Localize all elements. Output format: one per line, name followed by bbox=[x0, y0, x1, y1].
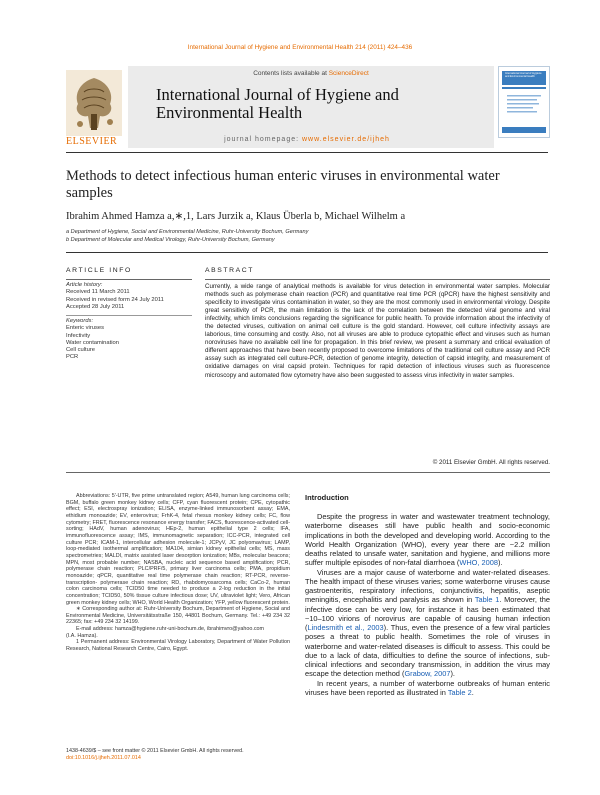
ref-grabow-link[interactable]: Grabow, 2007 bbox=[404, 669, 451, 679]
intro-paragraph-2 bbox=[305, 568, 550, 679]
abstract-heading: ABSTRACT bbox=[205, 267, 255, 274]
intro-p1-text: Despite the progress in water and wastewater treatment technology, waterborne diseases still have public health and socio-economic implications in both the developed and developing world. According to the World Health Organization (WHO), every year there are ~2.2 million deaths related to unsafe water, sanitation and hygiene, and millions more suffer multiple episodes of non-fatal diarrhoea ( bbox=[305, 512, 550, 568]
received-date: Received 11 March 2011 bbox=[66, 289, 130, 296]
article-history bbox=[66, 282, 196, 311]
abstract-text: Currently, a wide range of analytical methods is available for virus detection in environmental water samples. Molecular methods such as polymerase chain reaction (PCR) and quantitative real time PCR (qPCR) have the highest sensitivity and specificity to investigate virus contamination in water, so they are the most commonly used in environmental virology. Despite great sensitivity of PCR, the main limitation is the lack of the correlation between the detected viral genome and viral infectivity, which limits conclusions regarding the significance for public health. To provide information about the infectivity of the detected viruses, cultivation on animal cell culture is the gold standard. However, cell culture infectivity assays are laborious, time consuming and costly. Also, not all viruses are able to produce cytopathic effect and viruses such as human noroviruses have no available cell line for propagation. In this brief review, we present a summary and critical evaluation of different approaches that have been recently proposed to overcome limitations of the traditional cell culture assay and PCR assay such as integrated cell culture-PCR, detection of genome integrity, detection of capsid integrity, and measurement of oxidative damages on viral capsid protein. Techniques for rapid detection of infectious viruses such as fluorescence microscopy and automated flow cytometry have also been suggested to assess virus infectivity in water samples. bbox=[205, 283, 550, 379]
keyword-item: Enteric viruses bbox=[66, 325, 105, 332]
copyright-notice: © 2011 Elsevier GmbH. All rights reserved. bbox=[432, 459, 550, 466]
intro-p2-a: Viruses are a major cause of waterborne and water-related diseases. The health impact of these viruses varies; some waterborne viruses cause gastroenteritis, respiratory infections, conjunctivitis, hepatitis, aseptic meningitis, encephalitis and paralysis as shown in bbox=[305, 567, 550, 605]
sciencedirect-link[interactable]: ScienceDirect bbox=[328, 70, 369, 77]
ref-table-2-link[interactable]: Table 2 bbox=[447, 687, 472, 697]
intro-p1-end: ). bbox=[497, 558, 503, 568]
elsevier-tree-logo-icon bbox=[66, 70, 122, 136]
intro-p3-a: In recent years, a number of waterborne outbreaks of human enteric viruses have been reported as illustrated in bbox=[305, 678, 550, 697]
article-title-line2: samples bbox=[66, 185, 113, 201]
abbreviations-footnote: Abbreviations: 5′-UTR, five prime untranslated region; A549, human lung carcinoma cells; BGM, buffalo green monkey kidney cells; CFP, cyan fluorescent protein; CPE, cytopathic effect; ESI, electrospray ionization; ELISA, enzyme-linked immunosorbent assay; EMA, ethidium monoazide; EV, enterovirus; FrhK-4, fetal rhesus monkey kidney cells; FC, flow cytometry; FRET, fluorescence resonance energy transfer; FACS, fluorescence-activated cell-sorting; HAdV, human adenovirus; HEp-2, human epithelial type 2 cells; IFA, immunofluorescence assay; IMS, immunomagnetic separation; ICC-PCR, integrated cell culture PCR; ICAM-1, intercellular adhesion molecule-1; JCPyV, JC polyomavirus; LAMP, loop-mediated isothermal amplification; MA104, simian kidney epithelial cells; MS, mass spectrometries; MALDI, matrix assisted laser desorption ionization; MBs, molecular beacons; MPN, most probable number; NASBA, nucleic acid sequence based amplification; PCR, polymerase chain reaction; PLC/PRF/5, primary liver carcinoma cells; PMA, propidium monoazide; qPCR, quantitative real time polymerase chain reaction; RT-PCR, reverse-transcription- polymerase chain reaction; RD, rhabdomyosarcoma cells; CaCo-2, human colon carcinoma cells; TCID50 time needed to produce a 2-log reduction in the initial concentration; TCID50, 50% tissue culture infectious dose; UV, ultraviolet light; Vero, African green monkey kidney cells; WHO, World Health Organization; YFP, yellow fluorescent protein. bbox=[66, 493, 290, 606]
accepted-date: Accepted 28 July 2011 bbox=[66, 303, 125, 310]
permanent-address-footnote: 1 Permanent address: Environmental Virology Laboratory, Department of Water Pollution Research, National Research Centre, Cairo, Egypt. bbox=[66, 639, 290, 653]
header-rule bbox=[66, 152, 548, 153]
author-list: Ibrahim Ahmed Hamza a,∗,1, Lars Jurzik a, Klaus Überla b, Michael Wilhelm a bbox=[66, 211, 406, 222]
homepage-link[interactable]: www.elsevier.de/ijheh bbox=[302, 136, 390, 143]
article-info-rule bbox=[66, 279, 192, 280]
doi-link[interactable]: doi:10.1016/j.ijheh.2011.07.014 bbox=[66, 755, 141, 761]
ref-lindesmith-link[interactable]: Lindesmith et al., 2003 bbox=[307, 623, 384, 632]
cover-title: International Journal of Hygiene and Environmental Health bbox=[505, 72, 542, 78]
journal-homepage bbox=[128, 136, 486, 143]
publisher-logo-text: ELSEVIER bbox=[66, 136, 118, 147]
keyword-item: Water contamination bbox=[66, 339, 119, 346]
history-rule bbox=[66, 315, 192, 316]
intro-p2-end: ). bbox=[450, 669, 455, 679]
history-label: Article history: bbox=[66, 282, 103, 288]
journal-reference[interactable]: International Journal of Hygiene and Environmental Health 214 (2011) 424–436 bbox=[187, 44, 413, 51]
issn-line: 1438-4639/$ – see front matter © 2011 Elsevier GmbH. All rights reserved. bbox=[66, 748, 244, 754]
footnotes bbox=[66, 493, 290, 653]
contents-prefix: Contents lists available at bbox=[253, 70, 329, 77]
affiliation-rule bbox=[66, 252, 548, 253]
intro-paragraph-1 bbox=[305, 512, 550, 568]
article-title-line1: Methods to detect infectious human enteric viruses in environmental water bbox=[66, 168, 500, 184]
journal-title bbox=[156, 86, 486, 122]
journal-title-line2: Environmental Health bbox=[156, 103, 303, 122]
journal-header bbox=[66, 66, 548, 160]
keyword-item: Cell culture bbox=[66, 347, 95, 354]
ref-who-2008-link[interactable]: WHO, 2008 bbox=[459, 558, 498, 568]
intro-p2-c: ). Thus, even the presence of a few viral particles poses a threat to public health. Sometimes the role of viruses in waterborne and water-related diseases is difficult to assess. This could be due to a lack of data, difficulties to define the source of infections, sub-clinical infections and secondary transmission, in addition the virus may escape the detection method ( bbox=[305, 623, 550, 679]
issn-doi-block bbox=[66, 748, 244, 762]
keywords-label: Keywords: bbox=[66, 318, 94, 324]
email-footnote bbox=[66, 626, 290, 633]
abstract-bottom-rule bbox=[66, 472, 550, 473]
email-text[interactable]: E-mail address: hamza@hygiene.ruhr-uni-bochum.de, ibrahimvro@yahoo.com bbox=[76, 626, 265, 633]
abstract-rule bbox=[205, 279, 550, 280]
article-title bbox=[66, 168, 536, 202]
intro-p2-b: . Moreover, the infective dose can be very low, for instance it has been estimated that ~10–100 virions of norovirus are capable of causing human infection ( bbox=[305, 595, 550, 632]
keyword-item: Infectivity bbox=[66, 332, 91, 339]
homepage-prefix: journal homepage: bbox=[224, 136, 302, 143]
ref-table-1-link[interactable]: Table 1 bbox=[474, 595, 500, 605]
article-info-heading: ARTICLE INFO bbox=[66, 267, 132, 274]
corresponding-author-footnote: ∗ Corresponding author at: Ruhr-University Bochum, Department of Hygiene, Social and Environmental Medicine, Universitätsstraße 150, 44801 Bochum, Germany. Tel.: +49 234 32 22365; fax: +49 234 32 14199. bbox=[66, 606, 290, 626]
email-owner: (I.A. Hamza). bbox=[66, 632, 98, 639]
introduction-heading: Introduction bbox=[305, 493, 349, 502]
affiliation-b: b Department of Molecular and Medical Virology, Ruhr-University Bochum, Germany bbox=[66, 237, 275, 243]
journal-title-line1: International Journal of Hygiene and bbox=[156, 85, 399, 104]
intro-p3-end: . bbox=[471, 687, 474, 697]
keywords-block bbox=[66, 318, 196, 362]
revised-date: Received in revised form 24 July 2011 bbox=[66, 296, 164, 303]
contents-line bbox=[128, 70, 494, 77]
intro-paragraph-3 bbox=[305, 679, 550, 698]
affiliation-a: a Department of Hygiene, Social and Environmental Medicine, Ruhr-University Bochum, Germany bbox=[66, 229, 309, 235]
journal-cover-thumbnail bbox=[498, 66, 550, 138]
keyword-item: PCR bbox=[66, 354, 79, 361]
introduction-body bbox=[305, 512, 550, 697]
